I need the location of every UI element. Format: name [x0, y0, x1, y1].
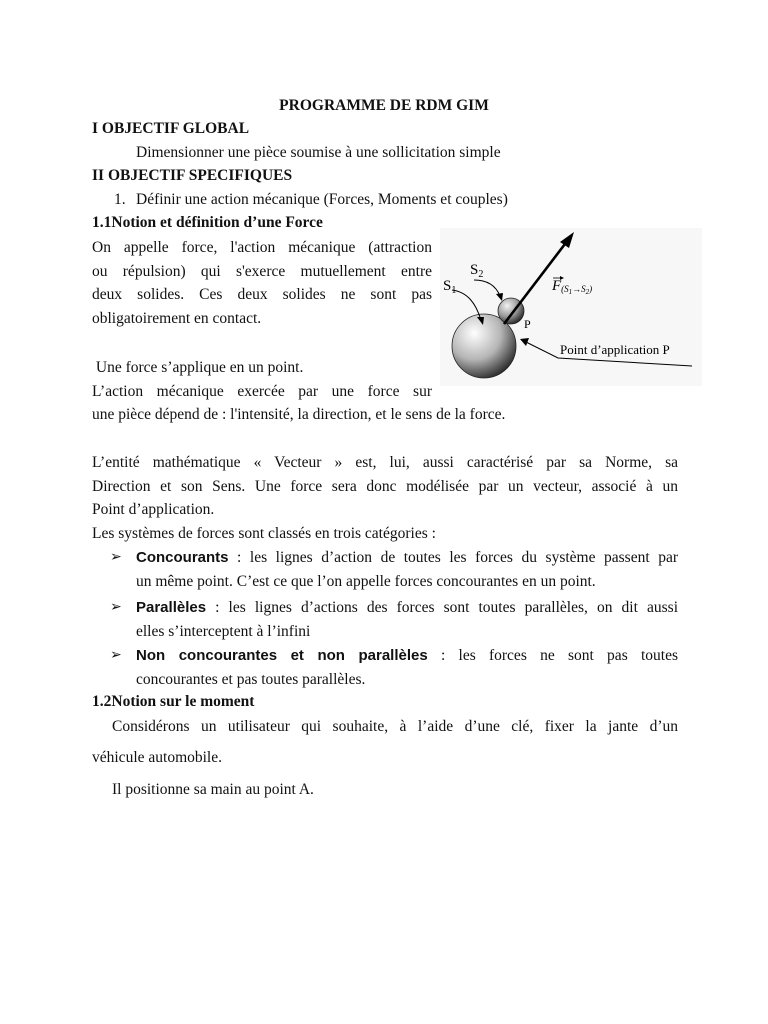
bullet-term: Non concourantes et non parallèles [136, 647, 428, 664]
list-item-text: Définir une action mécanique (Forces, Moments et couples) [136, 191, 508, 208]
paragraph-line: L’entité mathématique « Vecteur » est, lui, aussi caractérisé par sa Norme, sa [92, 454, 678, 471]
moment-line-1: Considérons un utilisateur qui souhaite, à l’aide d’une clé, fixer la jante d’un [112, 718, 678, 735]
dependence-line-1: L’action mécanique exercée par une force sur [92, 383, 432, 400]
moment-line-2: véhicule automobile. [92, 749, 222, 766]
systems-intro: Les systèmes de forces sont classés en trois catégories : [92, 525, 436, 542]
paragraph-line: deux solides. Ces deux solides ne sont pas [92, 286, 432, 303]
label-s1: $S_1$ [443, 278, 457, 296]
dependence-line-1-wrap [92, 380, 432, 404]
paragraph-line: On appelle force, l'action mécanique (attraction [92, 239, 432, 256]
moment-line-1-wrap [92, 715, 678, 739]
subsection-heading-moment: 1.2Notion sur le moment [92, 693, 255, 710]
arrow-bullet-icon: ➢ [110, 549, 122, 565]
arrow-bullet-icon: ➢ [110, 647, 122, 663]
vector-paragraph [92, 451, 678, 522]
force-applies-text: Une force s’applique en un point. [92, 359, 304, 376]
paragraph-line: Point d’application. [92, 501, 215, 518]
objectif-global-text: Dimensionner une pièce soumise à une sollicitation simple [136, 144, 501, 161]
subsection-heading-force: 1.1Notion et définition d’une Force [92, 214, 323, 231]
list-item-number: 1. [114, 191, 126, 208]
section-heading-objectif-global: I OBJECTIF GLOBAL [92, 120, 250, 137]
bullet-term: Parallèles [136, 599, 207, 616]
force-diagram-svg [440, 228, 702, 386]
bullet-line: : les lignes d’action de toutes les forces du système passent par [228, 549, 678, 566]
bullet-line: concourantes et pas toutes parallèles. [136, 670, 366, 688]
bullet-line: un même point. C’est ce que l’on appelle forces concourantes en un point. [136, 572, 596, 590]
solid-s1-sphere [452, 314, 516, 378]
paragraph-line: ou répulsion) qui s'exerce mutuellement entre [92, 262, 432, 280]
label-point-application: Point d’application P [560, 342, 670, 357]
label-point-p: P [524, 317, 531, 331]
force-definition-paragraph [92, 236, 432, 330]
bullet-term: Concourants [136, 549, 229, 566]
label-force-vector: F(S1→S2) [552, 278, 593, 296]
label-s2: $S_2$ [470, 262, 484, 280]
document-title: PROGRAMME DE RDM GIM [279, 97, 489, 114]
moment-line-3: Il positionne sa main au point A. [112, 781, 314, 798]
paragraph-line: obligatoirement en contact. [92, 309, 262, 327]
arrow-bullet-icon: ➢ [110, 599, 122, 615]
bullet-line: elles s’interceptent à l’infini [136, 622, 311, 640]
force-diagram [440, 228, 702, 386]
bullet-line: : les lignes d’actions des forces sont toutes parallèles, on dit aussi [206, 599, 678, 616]
paragraph-line: Direction et son Sens. Une force sera donc modélisée par un vecteur, associé à un [92, 477, 678, 495]
section-heading-objectif-specifiques: II OBJECTIF SPECIFIQUES [92, 167, 293, 184]
dependence-line-2: une pièce dépend de : l'intensité, la direction, et le sens de la force. [92, 406, 506, 423]
bullet-line: : les forces ne sont pas toutes [427, 647, 678, 664]
